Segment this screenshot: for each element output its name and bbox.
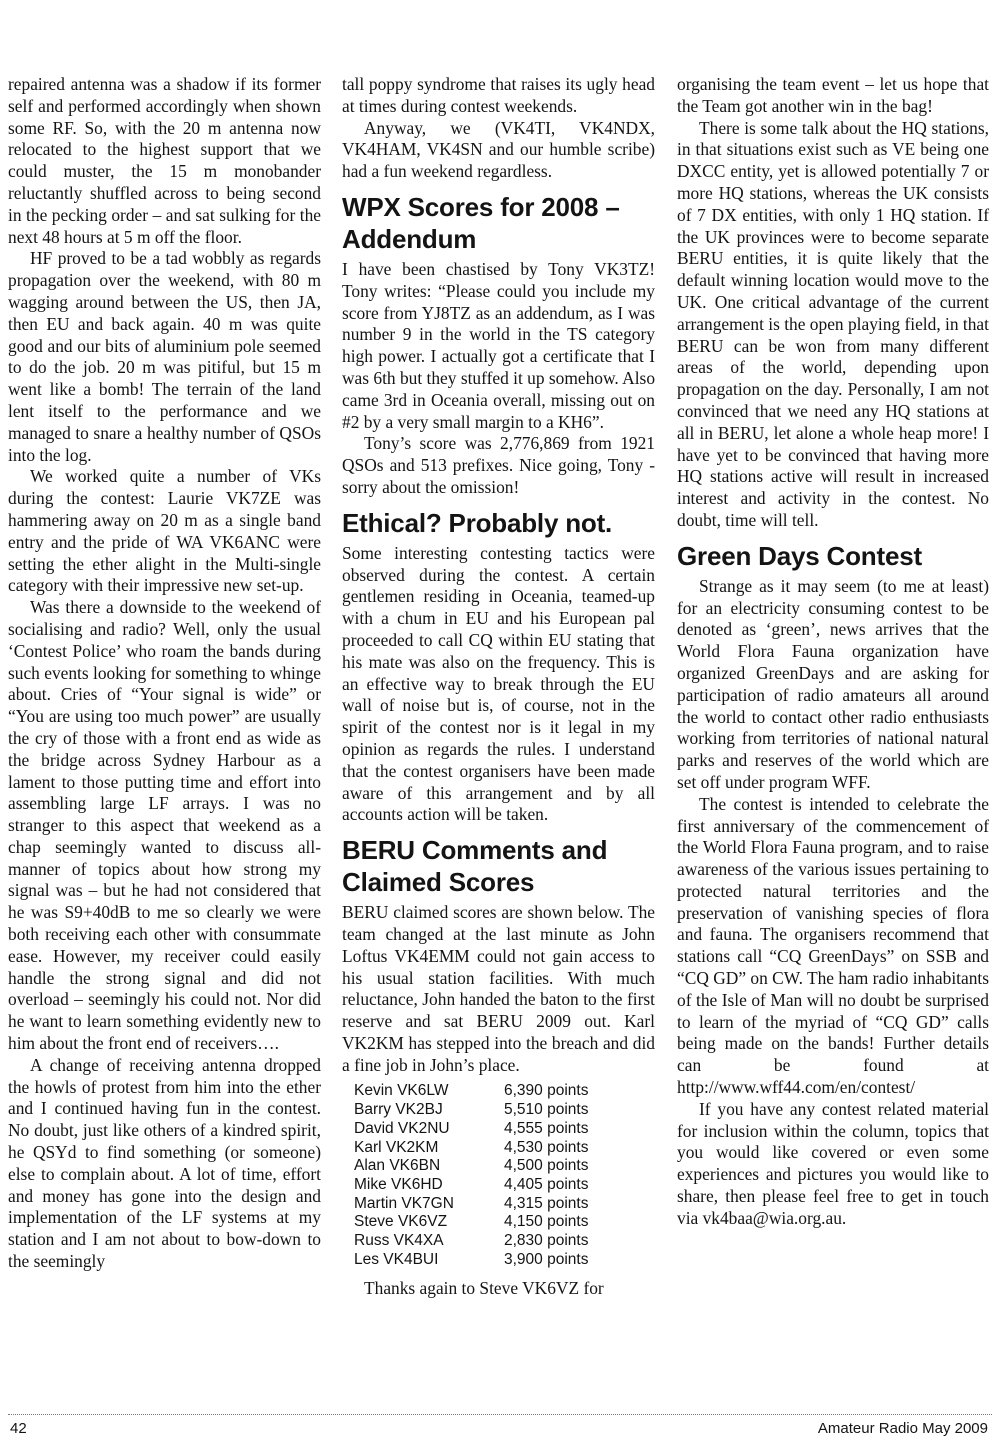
score-row xyxy=(354,1157,655,1176)
score-row xyxy=(354,1082,655,1101)
paragraph: I have been chastised by Tony VK3TZ! Tony writes: “Please could you include my score from YJ8TZ as an addendum, as I was number 9 in the world in the TS category high power. I actually got a certificate that I was 6th but they stuffed it up somehow. Also came 3rd in Oceania overall, missing out on #2 by a very small margin to a KH6”. xyxy=(342,258,656,432)
paragraph: If you have any contest related material for inclusion within the column, topics that you would like covered or even some experiences and pictures you would like to share, then please feel free to get in touch via vk4baa@wia.org.au. xyxy=(677,1098,989,1228)
score-name: Mike VK6HD xyxy=(354,1176,443,1193)
score-points: 4,315 points xyxy=(504,1194,589,1212)
paragraph: Anyway, we (VK4TI, VK4NDX, VK4HAM, VK4SN and our humble scribe) had a fun weekend regardless. xyxy=(342,117,655,182)
score-name: Martin VK7GN xyxy=(354,1194,454,1212)
column-2 xyxy=(342,74,655,1299)
score-row xyxy=(354,1120,655,1139)
column-3 xyxy=(677,74,989,1230)
score-points: 6,390 points xyxy=(504,1082,589,1100)
paragraph: There is some talk about the HQ stations, in that situations exist such as VE being one DXCC entity, yet is allowed potentially 7 or more HQ stations, whereas the UK consists of 7 DX entities, with only 1 HQ station. If the UK provinces were to become separate BERU entities, it is quite likely that the default winning location would move to the UK. One critical advantage of the current arrangement is the open playing field, in that BERU can be won from many different areas of the world, depending upon propagation on the day. Personally, I am not convinced that we need any HQ stations at all in BERU, let alone a whole heap more! I have yet to be convinced that having more HQ stations active will result in increased interest and activity in the contest. No doubt, time will tell. xyxy=(677,117,989,530)
publication-name: Amateur Radio May 2009 xyxy=(817,1420,988,1437)
paragraph: Thanks again to Steve VK6VZ for xyxy=(364,1277,604,1298)
score-points: 4,500 points xyxy=(504,1157,589,1175)
paragraph: repaired antenna was a shadow if its former self and performed accordingly when shown some RF. So, with the 20 m antenna now relocated to the highest support that we could muster, the 15 m monobander reluctantly shuffled across to being second in the pecking order – and sat sulking for the next 48 hours at 5 m off the floor. xyxy=(8,74,321,247)
section-heading-beru: BERU Comments and Claimed Scores xyxy=(342,835,608,898)
paragraph: The contest is intended to celebrate the first anniversary of the commencement of the World Flora Fauna program, and to raise awareness of the various issues pertaining to protected natural territories and the preservation of vanishing species of flora and fauna. The organisers recommend that stations call “CQ GreenDays” on SSB and “CQ GD” on CW. The ham radio inhabitants of the Isle of Man will no doubt be surprised to learn of the myriad of “CQ GD” calls being made on the bands! Further details can be found at http://www.wff44.com/en/contest/ xyxy=(677,793,990,1098)
paragraph: A change of receiving antenna dropped the howls of protest from him into the ether and I continued having fun in the contest. No doubt, just like others of a kindred spirit, he QSYd to find something (or someone) else to complain about. A lot of time, effort and money has gone into the design and implementation of the LF systems at my station and I am not about to bow-down to the seemingly xyxy=(8,1054,321,1272)
score-points: 2,830 points xyxy=(504,1232,589,1250)
page-number: 42 xyxy=(10,1420,27,1437)
score-name: Les VK4BUI xyxy=(354,1250,439,1268)
score-name: Barry VK2BJ xyxy=(354,1101,443,1119)
score-name: Steve VK6VZ xyxy=(354,1213,448,1231)
score-row xyxy=(354,1251,655,1270)
column-1 xyxy=(8,74,321,1273)
section-heading-green-days: Green Days Contest xyxy=(677,540,922,571)
paragraph: Was there a downside to the weekend of socialising and radio? Well, only the usual ‘Contest Police’ who roam the bands during such events looking for something to whinge about. Cries of “Your signal is wide” or “You are using too much power” are usually the cry of those with a front end as wide as the bridge across Sydney Harbour as a lament to those putting time and effort into assembling large LF arrays. I was no stranger to this aspect that weekend as a chap seemingly wanted to discuss all-manner of topics about how strong my signal was – but he had not considered that he was S9+40dB to me so clearly we were both receiving each other with consummate ease. However, my receiver could easily handle the strong signal and did not overload – seemingly his could not. Nor did he want to learn something evidently new to him about the front end of receivers…. xyxy=(8,597,321,1054)
footer-divider xyxy=(8,1414,992,1415)
score-name: Karl VK2KM xyxy=(354,1138,439,1156)
score-row xyxy=(354,1195,655,1214)
paragraph: Strange as it may seem (to me at least) for an electricity consuming contest to be denoted as ‘green’, news arrives that the World Flora Fauna organization have organized GreenDays and are asking for participation of radio amateurs all around the world to contact other radio enthusiasts working from territories of national natural parks and reserves of the world which are set off under program WFF. xyxy=(677,575,989,792)
score-name: Russ VK4XA xyxy=(354,1232,444,1250)
score-row xyxy=(354,1101,655,1120)
score-name: Alan VK6BN xyxy=(354,1157,441,1175)
score-name: David VK2NU xyxy=(354,1119,450,1137)
score-row xyxy=(354,1139,655,1158)
score-points: 4,530 points xyxy=(504,1138,589,1156)
score-row xyxy=(354,1213,655,1232)
paragraph: tall poppy syndrome that raises its ugly head at times during contest weekends. xyxy=(342,74,655,116)
paragraph: BERU claimed scores are shown below. The team changed at the last minute as John Loftus VK4EMM could not gain access to his usual station facilities. With much reluctance, John handed the baton to the first reserve and sat BERU 2009 out. Karl VK2KM has stepped into the breach and did a fine job in John’s place. xyxy=(342,902,655,1075)
score-row xyxy=(354,1232,655,1251)
section-heading-ethical: Ethical? Probably not. xyxy=(342,507,613,538)
score-points: 4,405 points xyxy=(504,1176,589,1193)
score-name: Kevin VK6LW xyxy=(354,1082,449,1100)
score-points: 3,900 points xyxy=(504,1250,589,1268)
score-row xyxy=(354,1176,655,1195)
beru-scores-list xyxy=(354,1082,655,1269)
score-points: 5,510 points xyxy=(504,1101,589,1119)
paragraph: HF proved to be a tad wobbly as regards propagation over the weekend, with 80 m wagging around between the US, then JA, then EU and back again. 40 m was quite good and our bits of aluminium pole seemed to do the job. 20 m was pitiful, but 15 m went like a bomb! The terrain of the land lent itself to the performance and we managed to snare a healthy number of QSOs into the log. xyxy=(8,248,321,465)
score-points: 4,555 points xyxy=(504,1119,589,1137)
section-heading-wpx: WPX Scores for 2008 – Addendum xyxy=(342,191,620,254)
paragraph: Tony’s score was 2,776,869 from 1921 QSOs and 513 prefixes. Nice going, Tony - sorry about the omission! xyxy=(342,433,655,497)
score-points: 4,150 points xyxy=(504,1213,589,1231)
paragraph: Some interesting contesting tactics were observed during the contest. A certain gentlemen residing in Oceania, teamed-up with a chum in EU and his European pal proceeded to call CQ within EU stating that his mate was also on the frequency. This is an effective way to break through the EU wall of noise but is, of course, not in the spirit of the contest nor is it legal in my opinion as regards the rules. I understand that the contest organisers have been made aware of this arrangement and by all accounts action will be taken. xyxy=(342,542,655,825)
paragraph: organising the team event – let us hope that the Team got another win in the bag! xyxy=(677,74,989,116)
paragraph: We worked quite a number of VKs during the contest: Laurie VK7ZE was hammering away on 20 m as a single band entry and the pride of WA VK6ANC were setting the ether alight in the Multi-single category with their impressive new set-up. xyxy=(8,466,321,596)
